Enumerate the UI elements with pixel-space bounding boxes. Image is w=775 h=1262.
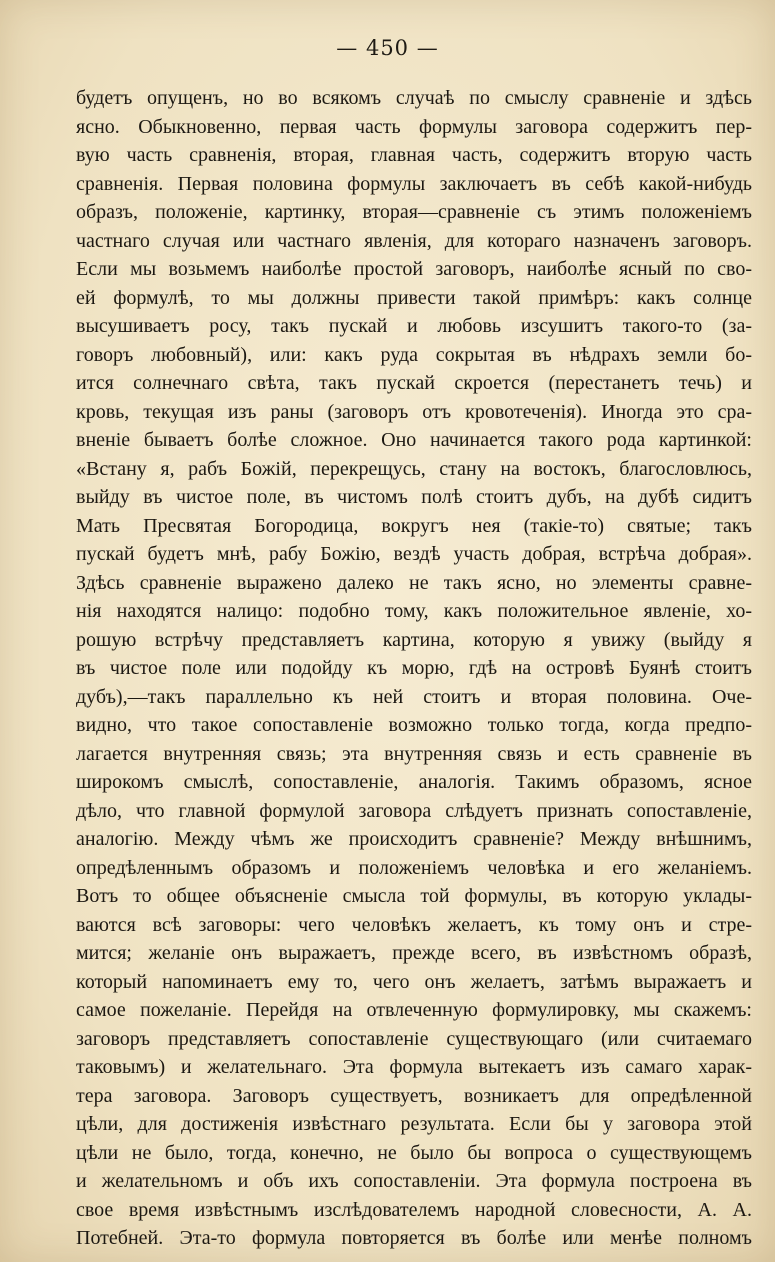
- text-line: рошую встрѣчу представляетъ картина, которую я увижу (выйду я: [76, 628, 752, 651]
- text-line: аналогію. Между чѣмъ же происходитъ сравненіе? Между внѣшнимъ,: [76, 828, 752, 850]
- text-line: выйду въ чистое поле, въ чистомъ полѣ стоитъ дубъ, на дубѣ сидитъ: [76, 486, 752, 508]
- text-line: вненіе бываетъ болѣе сложное. Оно начинается такого рода картинкой:: [76, 429, 752, 451]
- text-line: Потебней. Эта-то формула повторяется въ болѣе или менѣе полномъ: [76, 1227, 752, 1249]
- text-line: лагается внутренняя связь; эта внутренняя связь и есть сравненіе въ: [76, 742, 752, 765]
- text-line: будетъ опущенъ, но во всякомъ случаѣ по смыслу сравненіе и здѣсь: [76, 87, 752, 109]
- text-line: и желательномъ и объ ихъ сопоставленіи. Эта формула построена въ: [76, 1170, 752, 1192]
- text-line: цѣли не было, тогда, конечно, не было бы вопроса о существующемъ: [76, 1141, 752, 1164]
- text-line: ится солнечнаго свѣта, такъ пускай скроется (перестанетъ течь) и: [76, 372, 752, 394]
- text-line: Если мы возьмемъ наиболѣе простой заговоръ, наиболѣе ясный по сво-: [76, 258, 752, 280]
- text-line: вую часть сравненія, вторая, главная часть, содержитъ вторую часть: [76, 144, 752, 166]
- text-line: частнаго случая или частнаго явленія, для котораго назначенъ заговоръ.: [76, 229, 752, 252]
- text-line: Вотъ то общее объясненіе смысла той формулы, въ которую уклады-: [76, 885, 752, 907]
- body-text: [76, 84, 752, 1253]
- text-line: «Встану я, рабъ Божій, перекрещусь, стану на востокъ, благословлюсь,: [76, 457, 752, 480]
- text-line: въ чистое поле или подойду къ морю, гдѣ на островѣ Буянѣ стоитъ: [76, 657, 752, 679]
- text-line: пускай будетъ мнѣ, рабу Божію, вездѣ участь добрая, встрѣча добрая».: [76, 543, 752, 565]
- text-line: широкомъ смыслѣ, сопоставленіе, аналогія. Такимъ образомъ, ясное: [76, 771, 752, 793]
- text-line: нія находятся налицо: подобно тому, какъ положительное явленіе, хо-: [76, 600, 752, 622]
- text-line: говоръ любовный), или: какъ руда сокрытая въ нѣдрахъ земли бо-: [76, 343, 752, 366]
- text-line: таковымъ) и желательнаго. Эта формула вытекаетъ изъ самаго харак-: [76, 1056, 752, 1078]
- text-line: ей формулѣ, то мы должны привести такой примѣръ: какъ солнце: [76, 286, 752, 309]
- text-line: образъ, положеніе, картинку, вторая—сравненіе съ этимъ положеніемъ: [76, 201, 752, 223]
- text-line: цѣли, для достиженія извѣстнаго результата. Если бы у заговора этой: [76, 1113, 752, 1135]
- text-line: дубъ),—такъ параллельно къ ней стоитъ и вторая половина. Оче-: [76, 685, 752, 708]
- text-line: сравненія. Первая половина формулы заключаетъ въ себѣ какой-нибудь: [76, 172, 752, 195]
- text-line: ваются всѣ заговоры: чего человѣкъ желаетъ, къ тому онъ и стре-: [76, 913, 752, 936]
- text-line: который напоминаетъ ему то, чего онъ желаетъ, затѣмъ выражаетъ и: [76, 970, 752, 993]
- text-line: свое время извѣстнымъ изслѣдователемъ народной словесности, А. А.: [76, 1198, 752, 1221]
- text-line: Здѣсь сравненіе выражено далеко не такъ ясно, но элементы сравне-: [76, 571, 752, 594]
- text-line: тера заговора. Заговоръ существуетъ, возникаетъ для опредѣленной: [76, 1084, 752, 1107]
- page-number: — 450 —: [336, 36, 439, 60]
- text-line: опредѣленнымъ образомъ и положеніемъ человѣка и его желаніемъ.: [76, 856, 752, 879]
- text-line: Мать Пресвятая Богородица, вокругъ нея (такіе-то) святые; такъ: [76, 514, 752, 537]
- text-line: видно, что такое сопоставленіе возможно только тогда, когда предпо-: [76, 714, 752, 736]
- text-line: мится; желаніе онъ выражаетъ, прежде всего, въ извѣстномъ образѣ,: [76, 942, 752, 964]
- text-line: самое пожеланіе. Перейдя на отвлеченную формулировку, мы скажемъ:: [76, 999, 752, 1021]
- text-line: ясно. Обыкновенно, первая часть формулы заговора содержитъ пер-: [76, 115, 752, 138]
- text-line: высушиваетъ росу, такъ пускай и любовь изсушитъ такого-то (за-: [76, 315, 752, 337]
- text-line: кровь, текущая изъ раны (заговоръ отъ кровотеченія). Иногда это сра-: [76, 400, 752, 423]
- text-line: дѣло, что главной формулой заговора слѣдуетъ признать сопоставленіе,: [76, 799, 752, 822]
- text-line: заговоръ представляетъ сопоставленіе существующаго (или считаемаго: [76, 1027, 752, 1050]
